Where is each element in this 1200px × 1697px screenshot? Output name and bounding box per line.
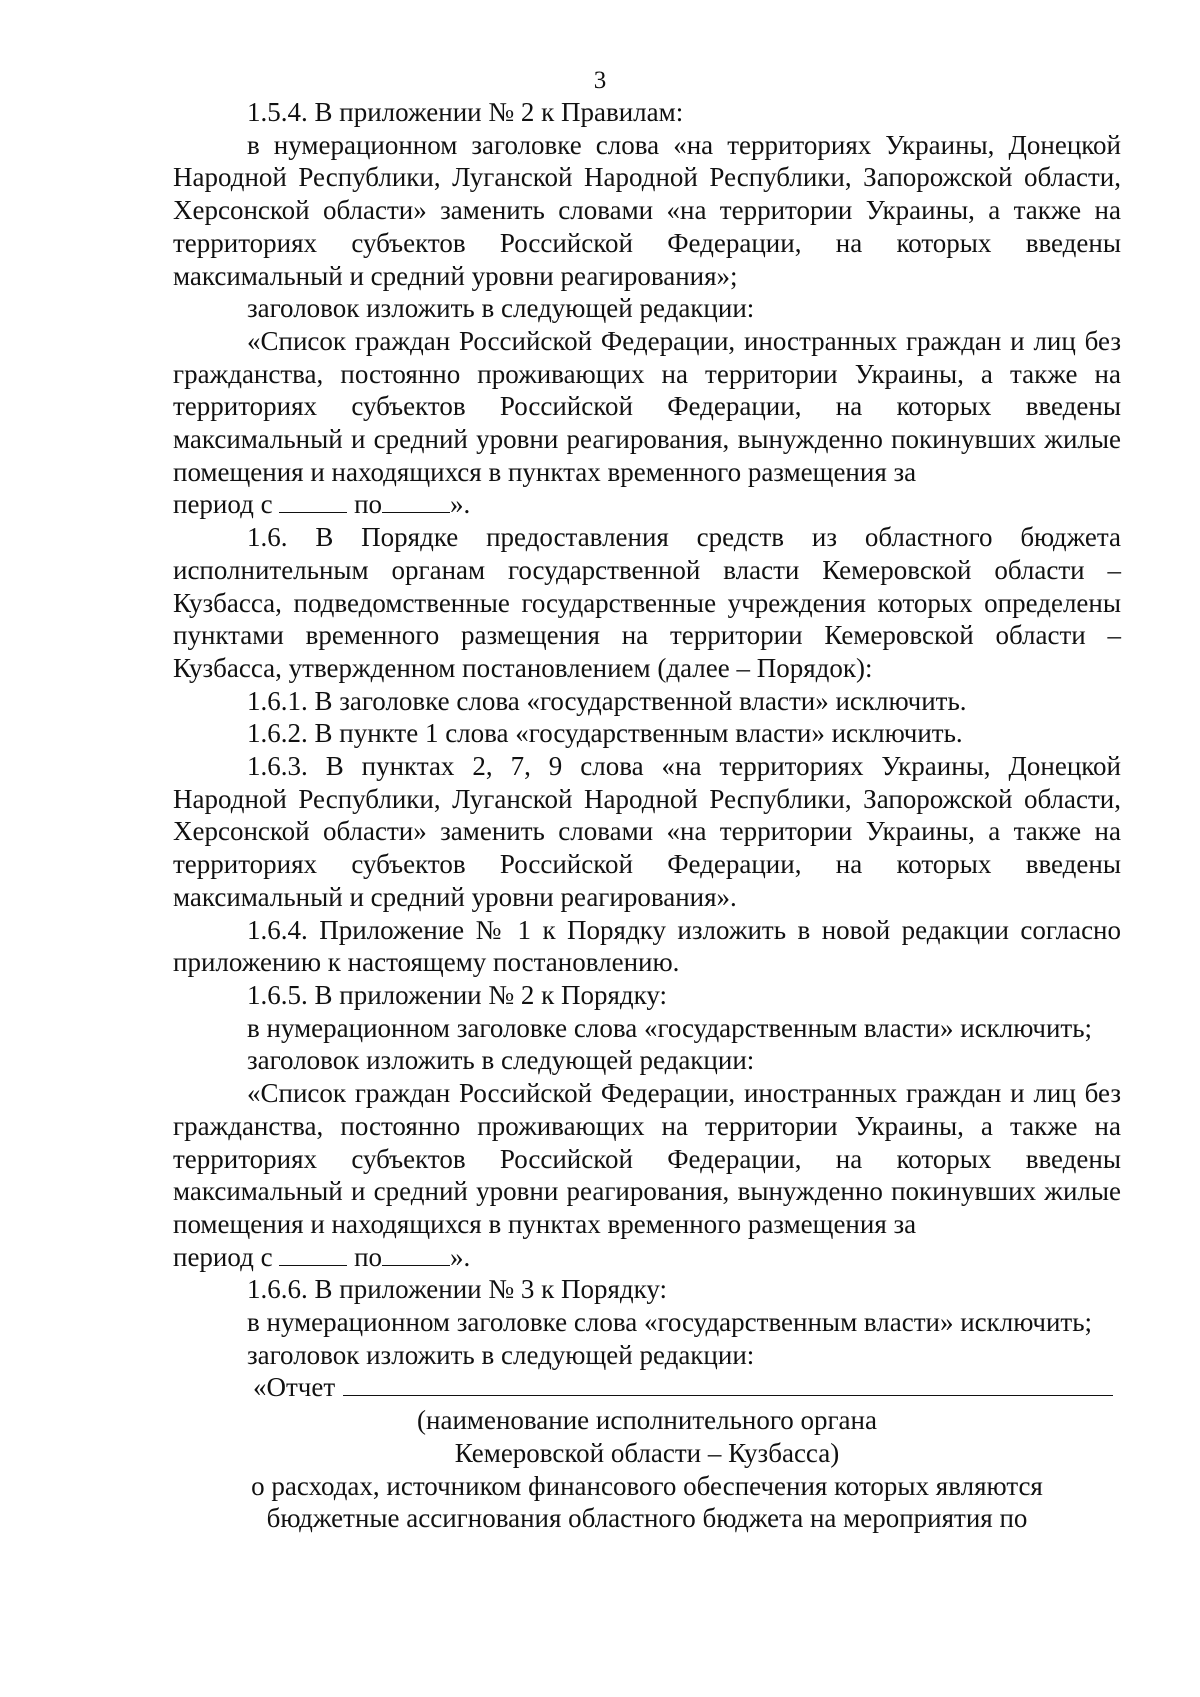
- document-body: [173, 96, 1121, 1535]
- paragraph-1-6-1: 1.6.1. В заголовке слова «государственной власти» исключить.: [247, 685, 967, 716]
- period-close-quote: ».: [450, 489, 471, 520]
- paragraph-list-title-quote: «Список граждан Российской Федерации, иностранных граждан и лиц без гражданства, постоянно проживающих на территории Украины, а также на территориях субъектов Российской Федерации, на которых введены максимальный и средний уровни реагирования, вынужденно покинувших жилые помещения и находящихся в пунктах временного размещения за: [173, 325, 1121, 487]
- paragraph-exclude-words: в нумерационном заголовке слова «государственным власти» исключить;: [247, 1012, 1093, 1043]
- period-to-label-2: по: [354, 1241, 383, 1272]
- period-from-label: период с: [173, 489, 273, 520]
- report-subtitle-line-1: о расходах, источником финансового обеспечения которых являются: [251, 1470, 1043, 1501]
- paragraph-1-6: 1.6. В Порядке предоставления средств из областного бюджета исполнительным органам государственной власти Кемеровской области – Кузбасса, подведомственные государственные учреждения которых определены пунктами временного размещения на территории Кемеровской области – Кузбасса, утвержденном постановлением (далее – Порядок):: [173, 522, 1121, 683]
- paragraph-heading-edition-3: заголовок изложить в следующей редакции:: [247, 1339, 755, 1370]
- paragraph-numbering-heading-change: в нумерационном заголовке слова «на территориях Украины, Донецкой Народной Республики, Луганской Народной Республики, Запорожской области, Херсонской области» заменить словами «на территории Украины, а также на территориях субъектов Российской Федерации, на которых введены максимальный и средний уровни реагирования»;: [173, 129, 1121, 291]
- page-number: 3: [593, 67, 607, 94]
- paragraph-1-6-4: 1.6.4. Приложение № 1 к Порядку изложить в новой редакции согласно приложению к настоящему постановлению.: [173, 914, 1121, 978]
- period-close-quote-2: ».: [450, 1241, 471, 1272]
- paragraph-1-6-6: 1.6.6. В приложении № 3 к Порядку:: [247, 1274, 668, 1305]
- paragraph-exclude-words-2: в нумерационном заголовке слова «государственным власти» исключить;: [247, 1307, 1093, 1338]
- authority-caption-line-1: (наименование исполнительного органа: [417, 1405, 877, 1436]
- authority-caption-line-2: Кемеровской области – Кузбасса): [454, 1437, 840, 1468]
- paragraph-heading-edition: заголовок изложить в следующей редакции:: [247, 293, 755, 324]
- paragraph-heading-edition-2: заголовок изложить в следующей редакции:: [247, 1045, 755, 1076]
- paragraph-list-title-quote-2: «Список граждан Российской Федерации, иностранных граждан и лиц без гражданства, постоянно проживающих на территории Украины, а также на территориях субъектов Российской Федерации, на которых введены максимальный и средний уровни реагирования, вынужденно покинувших жилые помещения и находящихся в пунктах временного размещения за: [173, 1078, 1121, 1239]
- report-title-line: [173, 1371, 1121, 1404]
- paragraph-1-6-3: 1.6.3. В пунктах 2, 7, 9 слова «на территориях Украины, Донецкой Народной Республики, Луганской Народной Республики, Запорожской области, Херсонской области» заменить словами «на территории Украины, а также на территориях субъектов Российской Федерации, на которых введены максимальный и средний уровни реагирования».: [173, 751, 1121, 912]
- authority-name-blank: [343, 1373, 1113, 1396]
- period-from-label-2: период с: [173, 1241, 273, 1272]
- report-subtitle-line-2: бюджетные ассигнования областного бюджета на мероприятия по: [266, 1503, 1028, 1534]
- paragraph-period-line: [173, 488, 1121, 521]
- date-from-blank: [279, 490, 347, 513]
- paragraph-1-6-5: 1.6.5. В приложении № 2 к Порядку:: [247, 979, 668, 1010]
- date-to-blank: [382, 490, 450, 513]
- report-title: «Отчет: [253, 1372, 336, 1403]
- paragraph-period-line-2: [173, 1241, 1121, 1274]
- paragraph-1-5-4: 1.5.4. В приложении № 2 к Правилам:: [247, 97, 684, 127]
- date-from-blank-2: [279, 1243, 347, 1266]
- period-to-label: по: [354, 489, 383, 520]
- date-to-blank-2: [382, 1243, 450, 1266]
- paragraph-1-6-2: 1.6.2. В пункте 1 слова «государственным власти» исключить.: [247, 718, 963, 749]
